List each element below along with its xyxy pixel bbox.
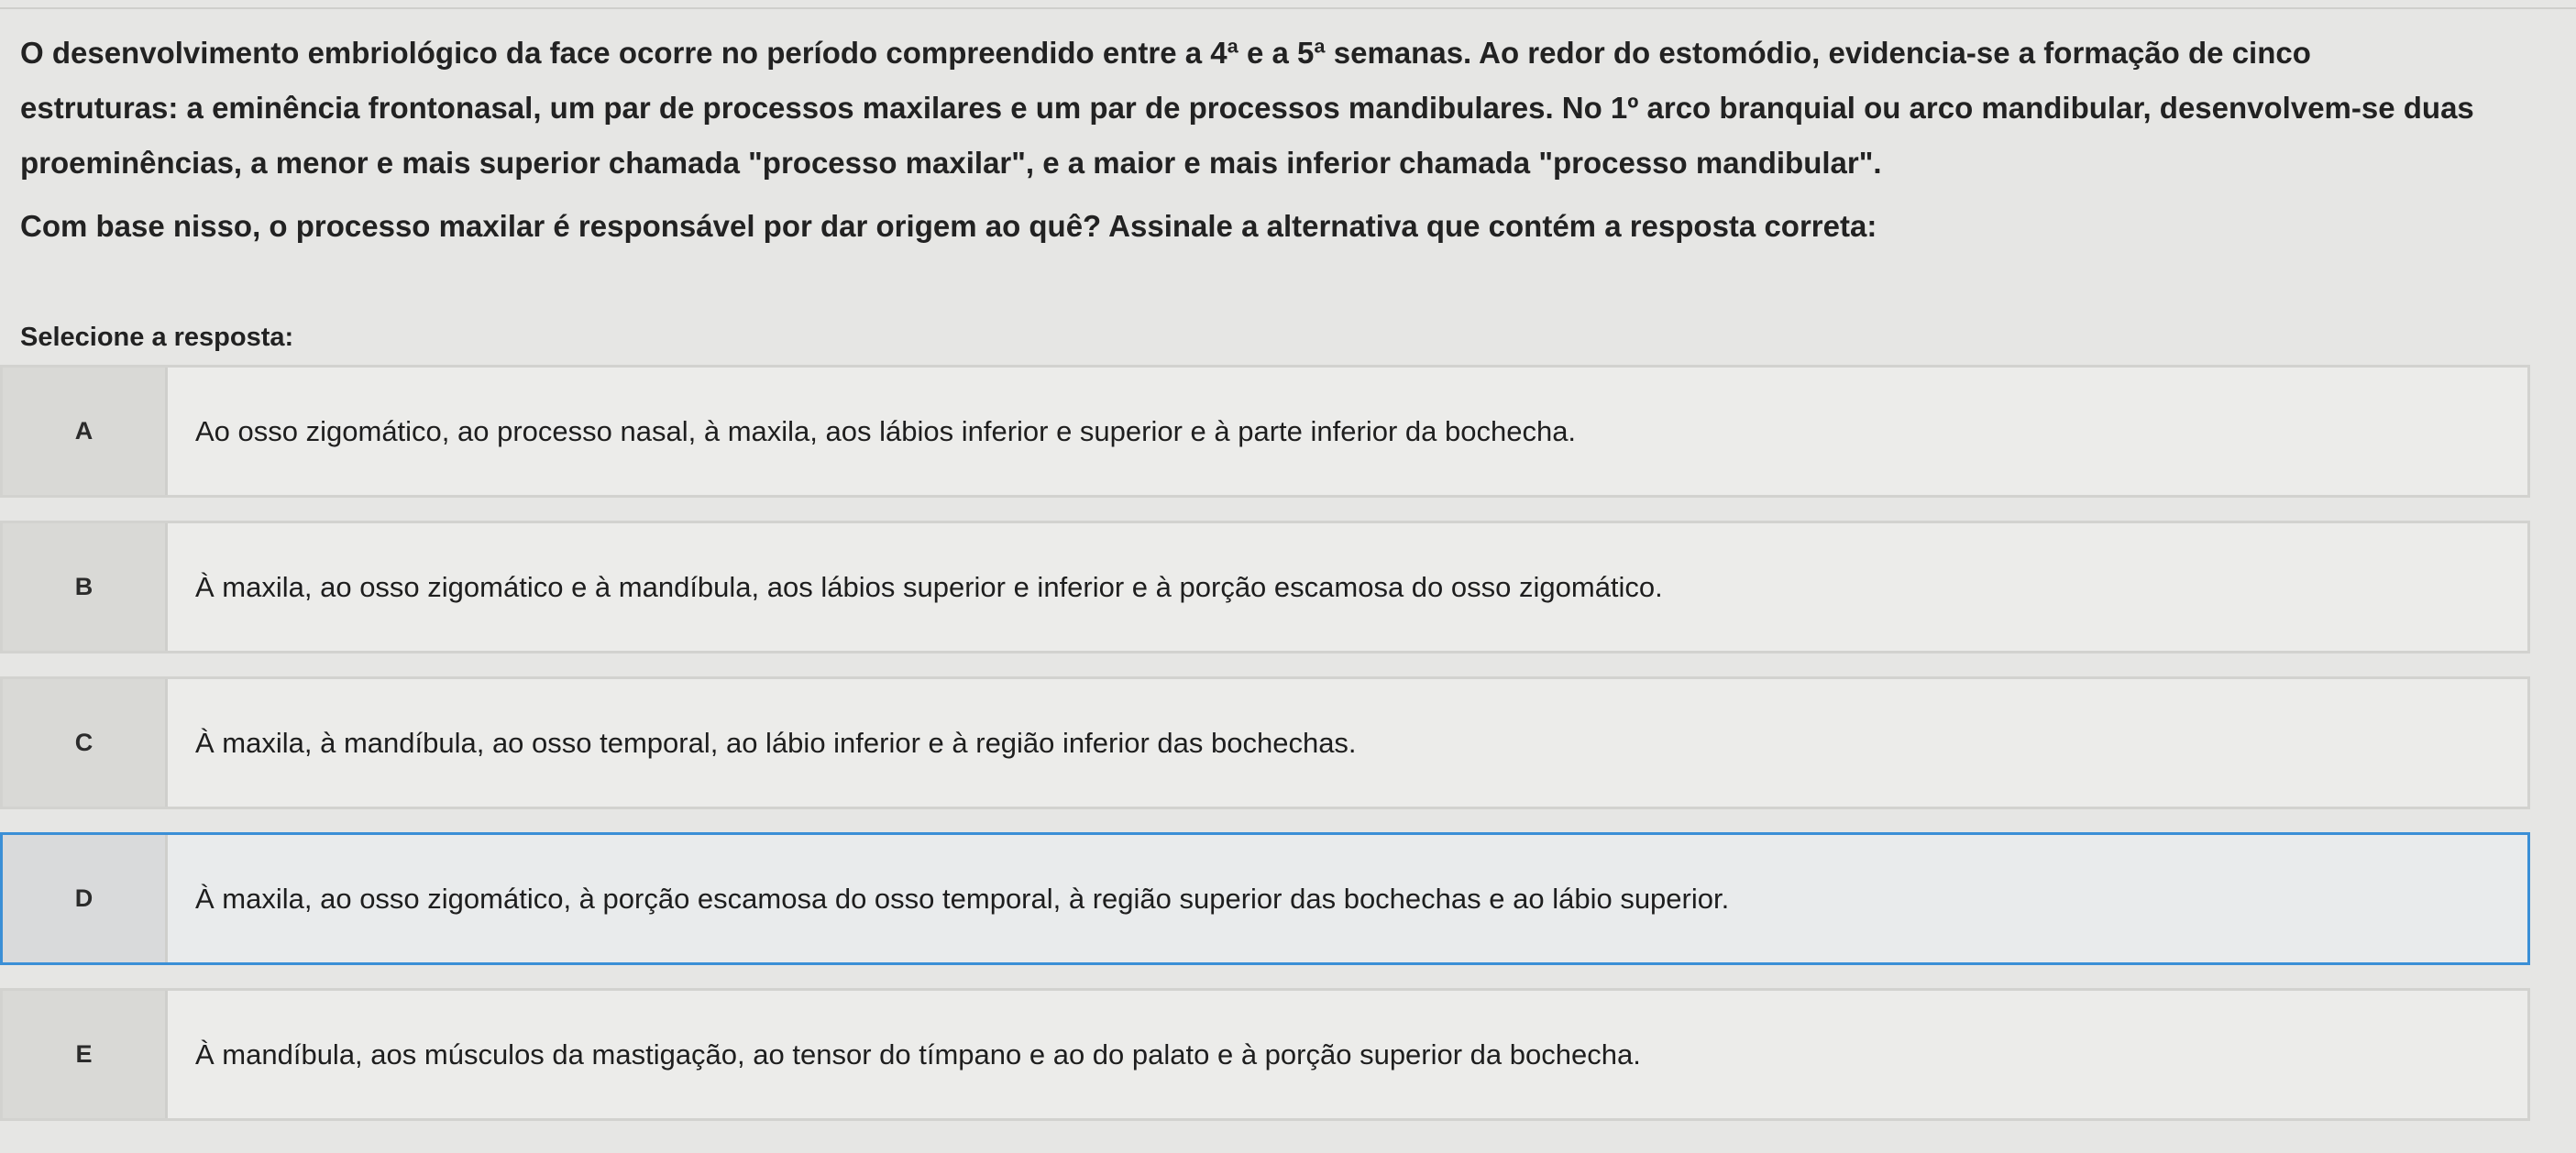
select-answer-label: Selecione a resposta: <box>20 323 294 352</box>
option-text: À maxila, ao osso zigomático, à porção escamosa do osso temporal, à região superior das bochechas e ao lábio superior. <box>195 882 1730 915</box>
question-prompt: Com base nisso, o processo maxilar é responsável por dar origem ao quê? Assinale a alternativa que contém a resposta correta: <box>20 209 1877 243</box>
option-text: Ao osso zigomático, ao processo nasal, à maxila, aos lábios inferior e superior e à parte inferior da bochecha. <box>195 414 1577 447</box>
option-letter: D <box>74 884 94 912</box>
option-letter: E <box>75 1040 93 1068</box>
option-d[interactable] <box>0 832 2530 965</box>
option-text: À mandíbula, aos músculos da mastigação, ao tensor do tímpano e ao do palato e à porção superior da bochecha. <box>195 1038 1641 1071</box>
option-letter-cell <box>3 679 168 807</box>
option-letter-cell <box>3 523 168 651</box>
option-letter: C <box>74 729 94 756</box>
option-letter: A <box>74 417 94 445</box>
top-divider <box>0 7 2576 9</box>
option-a[interactable] <box>0 365 2530 498</box>
option-text: À maxila, à mandíbula, ao osso temporal, ao lábio inferior e à região inferior das bochechas. <box>195 726 1357 759</box>
question-text <box>20 26 2558 191</box>
option-text: À maxila, ao osso zigomático e à mandíbula, aos lábios superior e inferior e à porção escamosa do osso zigomático. <box>195 570 1663 603</box>
option-b[interactable] <box>0 521 2530 653</box>
question-line-2: estruturas: a eminência frontonasal, um par de processos maxilares e um par de processos mandibulares. No 1º arco branquial ou arco mandibular, desenvolvem-se duas <box>20 91 2474 125</box>
question-line-3: proeminências, a menor e mais superior chamada "processo maxilar", e a maior e mais inferior chamada "processo mandibular". <box>20 146 1882 180</box>
option-letter: B <box>74 573 94 600</box>
question-line-1: O desenvolvimento embriológico da face ocorre no período compreendido entre a 4ª e a 5ª semanas. Ao redor do estomódio, evidencia-se a formação de cinco <box>20 36 2311 70</box>
option-letter-cell <box>3 835 168 962</box>
option-letter-cell <box>3 368 168 495</box>
option-c[interactable] <box>0 676 2530 809</box>
option-letter-cell <box>3 991 168 1118</box>
option-e[interactable] <box>0 988 2530 1121</box>
